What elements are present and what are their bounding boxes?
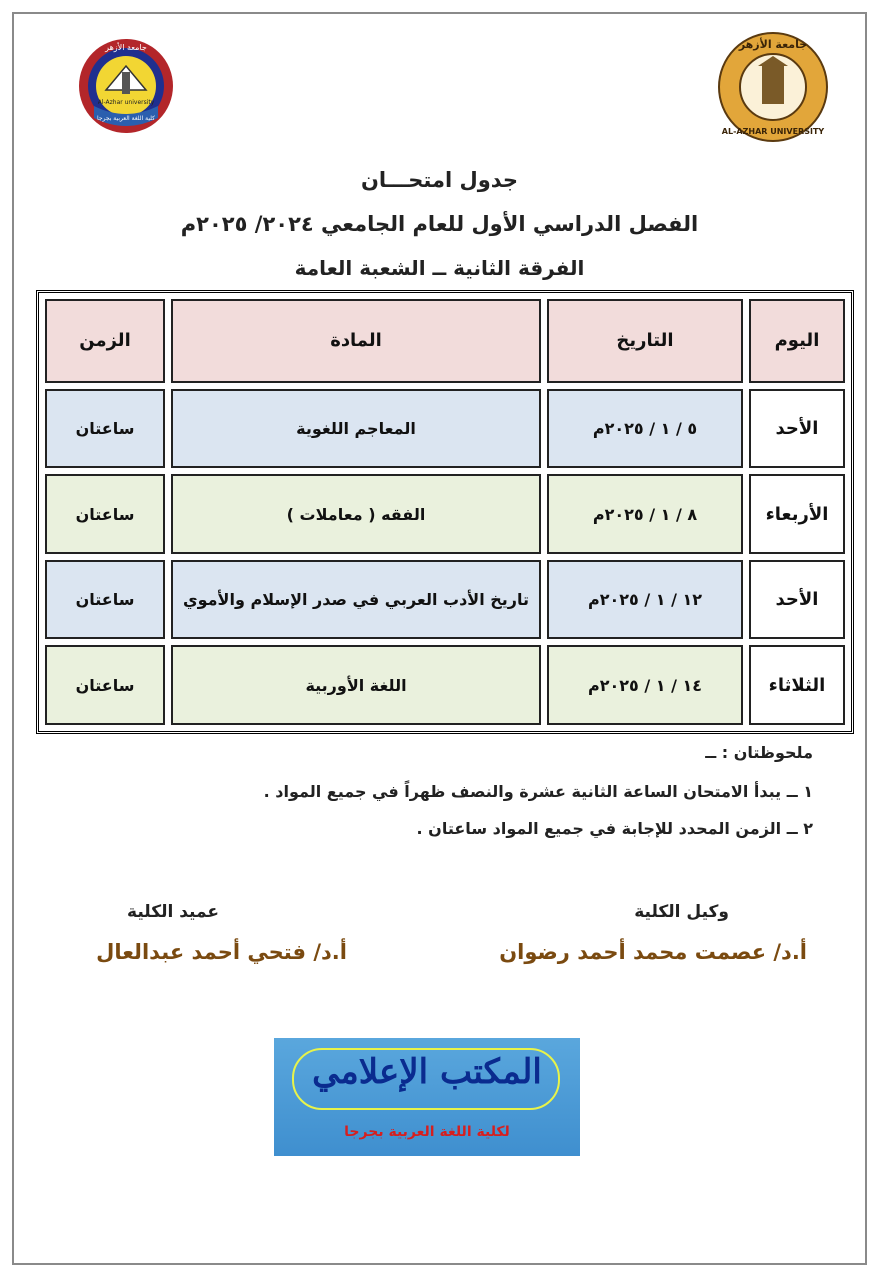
cell-date: ١٤ / ١ / ٢٠٢٥م	[547, 645, 743, 725]
logo-ribbon-text: كلية اللغة العربية بجرجا	[97, 115, 155, 122]
page-title: جدول امتحـــان	[360, 168, 519, 192]
note-item: ١ ــ يبدأ الامتحان الساعة الثانية عشرة والنصف ظهراً في جميع المواد .	[263, 782, 813, 801]
table-row	[45, 645, 845, 725]
column-header-duration: الزمن	[45, 299, 165, 383]
cell-date: ١٢ / ١ / ٢٠٢٥م	[547, 560, 743, 640]
cell-subject: المعاجم اللغوية	[171, 389, 541, 469]
cell-duration: ساعتان	[45, 389, 165, 469]
vice-dean-role: وكيل الكلية	[634, 902, 729, 922]
cell-day: الثلاثاء	[749, 645, 845, 725]
dean-role: عميد الكلية	[127, 902, 219, 922]
column-header-subject: المادة	[171, 299, 541, 383]
cell-date: ٥ / ١ / ٢٠٢٥م	[547, 389, 743, 469]
faculty-logo	[66, 36, 186, 140]
cell-subject: تاريخ الأدب العربي في صدر الإسلام والأموي	[171, 560, 541, 640]
cell-duration: ساعتان	[45, 474, 165, 554]
logo-ring-text: جامعة الأزهر	[105, 43, 147, 52]
university-logo	[712, 30, 834, 144]
dean-name: أ.د/ فتحي أحمد عبدالعال	[96, 940, 347, 964]
vice-dean-name: أ.د/ عصمت محمد أحمد رضوان	[499, 940, 807, 964]
table-row	[45, 560, 845, 640]
column-header-day: اليوم	[749, 299, 845, 383]
logo-bottom-text: AL-AZHAR UNIVERSITY	[721, 127, 825, 136]
semester-subtitle: الفصل الدراسي الأول للعام الجامعي ٢٠٢٤/ ٢٠٢٥م	[180, 212, 699, 236]
table-row	[45, 389, 845, 469]
logo-top-text: جامعة الأزهر	[738, 38, 808, 51]
cell-date: ٨ / ١ / ٢٠٢٥م	[547, 474, 743, 554]
media-office-banner	[274, 1038, 580, 1156]
table-header-row	[45, 299, 845, 383]
cell-duration: ساعتان	[45, 560, 165, 640]
exam-schedule-table	[36, 290, 854, 734]
notes-heading: ملحوظتان : ــ	[705, 743, 813, 762]
group-subtitle: الفرقة الثانية ــ الشعبة العامة	[294, 256, 585, 280]
table-row	[45, 474, 845, 554]
logo-center-text: Al-Azhar university	[97, 99, 155, 106]
cell-day: الأحد	[749, 560, 845, 640]
cell-duration: ساعتان	[45, 645, 165, 725]
media-office-title: المكتب الإعلامي	[312, 1052, 542, 1092]
column-header-date: التاريخ	[547, 299, 743, 383]
note-item: ٢ ــ الزمن المحدد للإجابة في جميع المواد ساعتان .	[416, 819, 813, 838]
cell-day: الأحد	[749, 389, 845, 469]
cell-subject: اللغة الأوربية	[171, 645, 541, 725]
cell-subject: الفقه ( معاملات )	[171, 474, 541, 554]
notes-section	[264, 743, 813, 838]
media-office-subtitle: لكلية اللغة العربية بجرجا	[344, 1124, 510, 1140]
cell-day: الأربعاء	[749, 474, 845, 554]
